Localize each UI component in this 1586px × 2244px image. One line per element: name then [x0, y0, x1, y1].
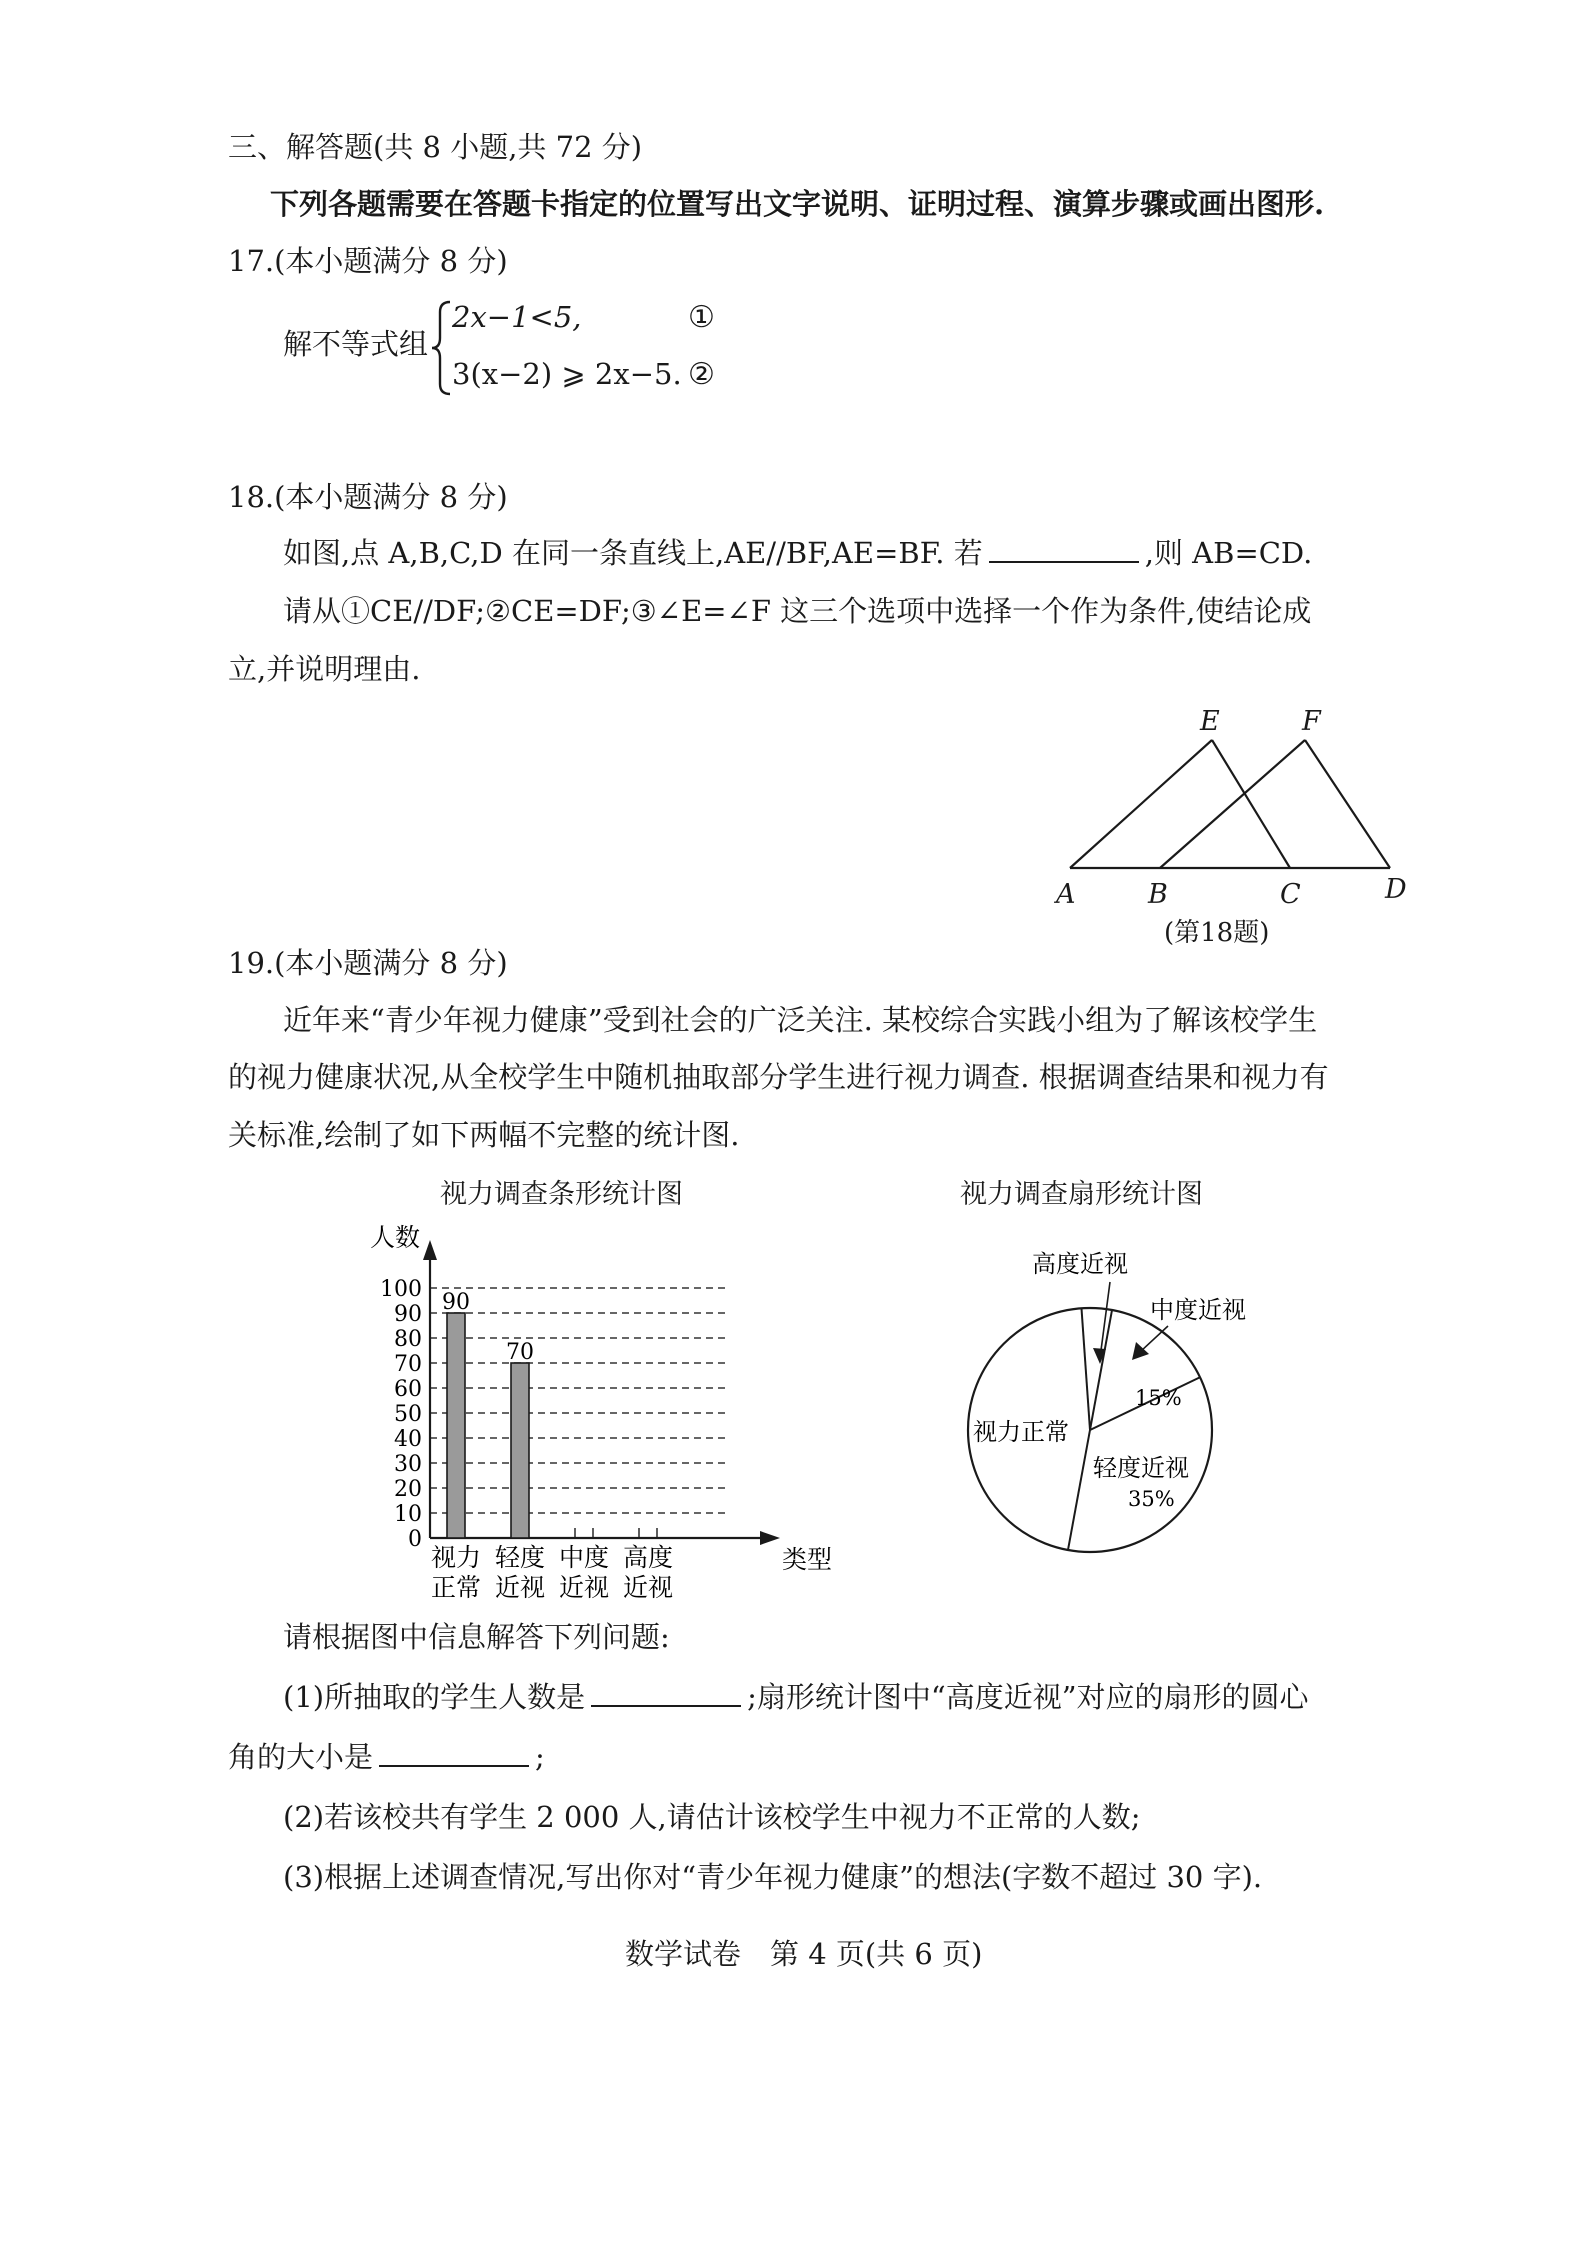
- q19-sub1-b: ;扇形统计图中“高度近视”对应的扇形的圆心: [747, 1680, 1309, 1714]
- pie-percent-light: 35%: [1128, 1487, 1175, 1511]
- q19-header: 19.(本小题满分 8 分): [228, 946, 508, 980]
- y-axis-arrow-icon: [423, 1240, 437, 1260]
- bar: [447, 1313, 465, 1538]
- q19-student-count-blank[interactable]: [591, 1681, 741, 1707]
- q17-eq2-text: 3(x−2) ⩾ 2x−5.: [452, 357, 682, 391]
- y-tick-label: 90: [394, 1302, 422, 1327]
- y-tick-label: 10: [394, 1502, 422, 1527]
- pie-chart: [960, 1230, 1270, 1590]
- page-footer: 数学试卷 第 4 页(共 6 页): [625, 1937, 983, 1971]
- q19-sub3: (3)根据上述调查情况,写出你对“青少年视力健康”的想法(字数不超过 30 字).: [283, 1860, 1263, 1894]
- label-b: B: [1148, 879, 1168, 910]
- pie-slice-edge: [1090, 1310, 1112, 1430]
- bar-chart: [340, 1218, 833, 1602]
- x-tick-label: 正常: [430, 1573, 482, 1602]
- q17-eq1: [452, 300, 582, 334]
- q19-para2: 的视力健康状况,从全校学生中随机抽取部分学生进行视力调查. 根据调查结果和视力有: [228, 1060, 1329, 1094]
- x-tick-label: 近视: [494, 1573, 546, 1602]
- x-axis-label: 类型: [782, 1545, 833, 1574]
- y-tick-label: 0: [408, 1527, 422, 1552]
- pie-label-high: 高度近视: [1032, 1250, 1128, 1278]
- label-d: D: [1385, 874, 1407, 905]
- pie-chart-title: 视力调查扇形统计图: [960, 1179, 1203, 1210]
- q18-line3: 立,并说明理由.: [228, 652, 421, 686]
- bar-data-label: 90: [442, 1290, 470, 1315]
- q19-para1: 近年来“青少年视力健康”受到社会的广泛关注. 某校综合实践小组为了解该校学生: [283, 1003, 1318, 1037]
- section-title: 三、解答题(共 8 小题,共 72 分): [228, 130, 643, 164]
- q18-line2: 请从①CE//DF;②CE=DF;③∠E=∠F 这三个选项中选择一个作为条件,使结论成: [283, 594, 1312, 628]
- pie-label-mid: 中度近视: [1150, 1296, 1246, 1324]
- q19-prompt: 请根据图中信息解答下列问题:: [283, 1620, 670, 1654]
- y-tick-label: 80: [394, 1327, 422, 1352]
- label-f: F: [1302, 706, 1321, 737]
- segment-ae: [1070, 740, 1212, 868]
- q19-sub1-cont: [228, 1740, 545, 1775]
- q19-para3: 关标准,绘制了如下两幅不完整的统计图.: [228, 1118, 740, 1152]
- q19-sub1-a: (1)所抽取的学生人数是: [283, 1680, 586, 1714]
- x-tick-label: 轻度: [494, 1543, 546, 1572]
- x-tick-label: 视力: [430, 1543, 482, 1572]
- y-tick-label: 50: [394, 1402, 422, 1427]
- bar-data-label: 70: [506, 1340, 534, 1365]
- y-tick-label: 30: [394, 1452, 422, 1477]
- x-tick-label: 高度: [622, 1543, 674, 1572]
- q18-line1: [283, 536, 1312, 571]
- pie-slice-edge: [1081, 1308, 1090, 1430]
- label-a: A: [1056, 879, 1076, 910]
- q19-sub1-d: ;: [535, 1740, 545, 1774]
- y-tick-label: 70: [394, 1352, 422, 1377]
- q19-angle-blank[interactable]: [379, 1741, 529, 1767]
- segment-bf: [1160, 740, 1305, 868]
- y-tick-label: 40: [394, 1427, 422, 1452]
- x-tick-label: 近视: [558, 1573, 610, 1602]
- label-e: E: [1200, 706, 1220, 737]
- y-tick-label: 100: [380, 1277, 422, 1302]
- pie-slice-edge: [1068, 1430, 1090, 1550]
- arrow-icon: [1132, 1342, 1149, 1360]
- pointer-line: [1140, 1326, 1168, 1352]
- q17-eq1-text: 2x−1<5,: [452, 300, 582, 334]
- segment-ec: [1212, 740, 1290, 868]
- q18-answer-blank[interactable]: [989, 537, 1139, 563]
- y-tick-label: 20: [394, 1477, 422, 1502]
- label-c: C: [1280, 879, 1301, 910]
- q17-header: 17.(本小题满分 8 分): [228, 244, 508, 278]
- q18-caption: (第18题): [1164, 918, 1270, 948]
- pie-label-light: 轻度近视: [1093, 1454, 1189, 1482]
- q19-sub1-c: 角的大小是: [228, 1740, 374, 1774]
- x-tick-label: 近视: [622, 1573, 674, 1602]
- q17-eq2-mark: ②: [688, 357, 715, 392]
- y-tick-label: 60: [394, 1377, 422, 1402]
- section-instruction: 下列各题需要在答题卡指定的位置写出文字说明、证明过程、演算步骤或画出图形.: [270, 187, 1325, 221]
- segment-fd: [1305, 740, 1390, 868]
- bar-chart-title: 视力调查条形统计图: [440, 1179, 683, 1210]
- q17-eq2: [452, 357, 682, 391]
- q18-line1-a: 如图,点 A,B,C,D 在同一条直线上,AE//BF,AE=BF. 若: [283, 536, 983, 570]
- q17-eq1-mark: ①: [688, 300, 715, 335]
- pie-label-normal: 视力正常: [973, 1418, 1069, 1446]
- bar: [511, 1363, 529, 1538]
- q19-sub1: [283, 1680, 1309, 1715]
- x-axis-arrow-icon: [760, 1531, 780, 1545]
- pie-percent-mid: 15%: [1135, 1386, 1182, 1410]
- brace-icon: [430, 298, 454, 398]
- x-tick-label: 中度: [558, 1543, 610, 1572]
- q17-lead: 解不等式组: [283, 327, 429, 361]
- y-axis-label: 人数: [370, 1223, 421, 1252]
- q18-header: 18.(本小题满分 8 分): [228, 480, 508, 514]
- q18-line1-b: ,则 AB=CD.: [1144, 536, 1313, 570]
- q19-sub2: (2)若该校共有学生 2 000 人,请估计该校学生中视力不正常的人数;: [283, 1800, 1141, 1834]
